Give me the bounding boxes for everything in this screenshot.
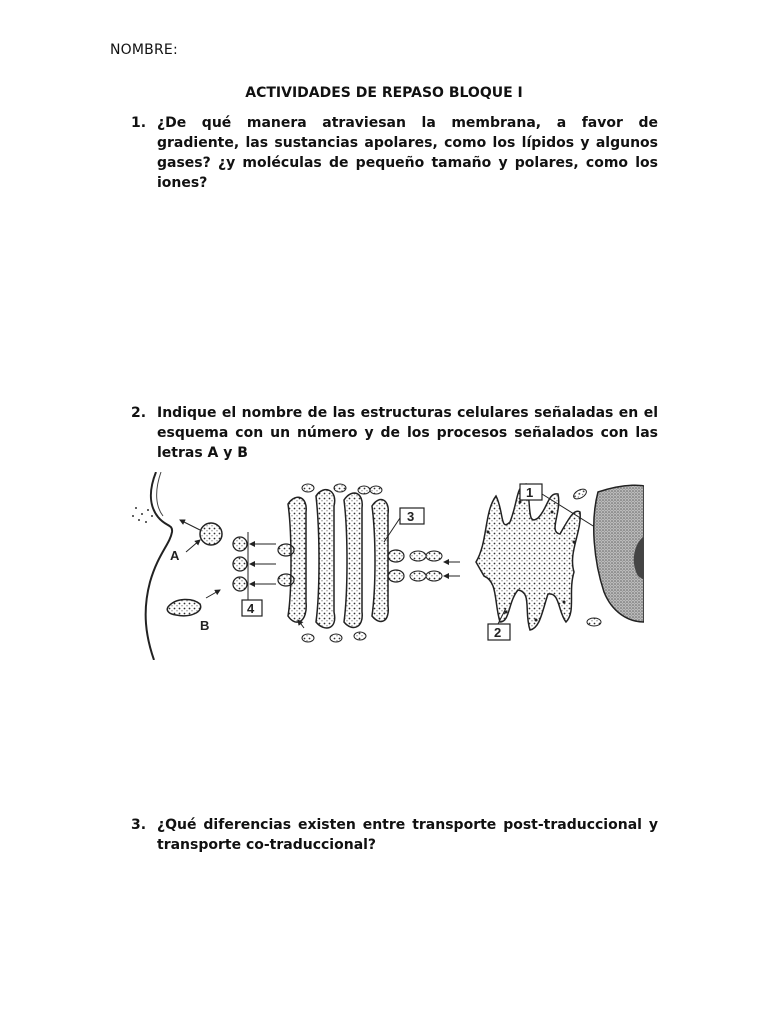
question-3-text: ¿Qué diferencias existen entre transporte post-traduccional y transporte co-traduccional? — [157, 817, 658, 853]
label-a: A — [170, 548, 180, 563]
question-1-number: 1. — [131, 115, 147, 131]
label-1: 1 — [526, 485, 534, 500]
label-3: 3 — [407, 509, 415, 524]
diagram-svg — [128, 472, 644, 660]
question-2-text: Indique el nombre de las estructuras celulares señaladas en el esquema con un número y de los procesos señalados con las letras A y B — [157, 405, 658, 461]
cell-secretion-diagram — [128, 472, 644, 660]
question-3-number: 3. — [131, 817, 147, 833]
label-4: 4 — [247, 601, 255, 616]
question-1-text: ¿De qué manera atraviesan la membrana, a favor de gradiente, las sustancias apolares, como los lípidos y algunos gases? ¿y moléculas de pequeño tamaño y polares, como los iones? — [157, 115, 658, 191]
secretory-vesicles — [233, 532, 276, 616]
label-b-group — [167, 590, 220, 633]
label-2: 2 — [494, 625, 502, 640]
plasma-membrane — [132, 472, 172, 660]
label-a-group — [170, 520, 222, 563]
question-2 — [131, 403, 658, 463]
document-title: ACTIVIDADES DE REPASO BLOQUE I — [245, 85, 523, 101]
question-2-number: 2. — [131, 405, 147, 421]
question-1 — [131, 113, 658, 193]
name-field-label: NOMBRE: — [110, 42, 178, 58]
label-b: B — [200, 618, 210, 633]
endoplasmic-reticulum — [476, 484, 606, 640]
question-3 — [131, 815, 658, 855]
golgi-apparatus — [278, 490, 424, 628]
nucleus — [594, 485, 644, 622]
